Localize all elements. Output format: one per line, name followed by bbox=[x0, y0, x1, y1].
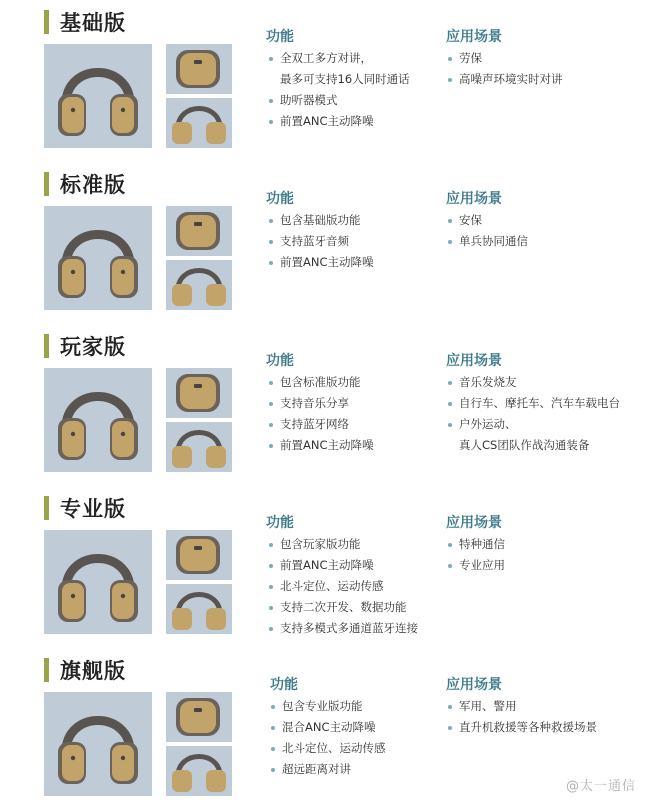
features-list bbox=[268, 534, 438, 639]
watermark-text: @太一通信 bbox=[565, 779, 636, 794]
feature-item: 前置ANC主动降噪 bbox=[268, 435, 438, 456]
scenarios-heading: 应用场景 bbox=[446, 515, 502, 531]
scenarios-heading: 应用场景 bbox=[446, 677, 502, 693]
product-photo-main bbox=[44, 206, 152, 310]
feature-item: 支持音乐分享 bbox=[268, 393, 438, 414]
scenarios-heading: 应用场景 bbox=[446, 353, 502, 369]
features-heading: 功能 bbox=[266, 515, 294, 531]
scenario-item: 真人CS团队作战沟通装备 bbox=[459, 438, 590, 452]
title-accent-bar bbox=[44, 496, 49, 520]
tier-title: 基础版 bbox=[60, 11, 126, 35]
features-list bbox=[268, 210, 438, 273]
tier-section-4 bbox=[0, 490, 650, 650]
product-photo-main bbox=[44, 44, 152, 148]
feature-item: 混合ANC主动降噪 bbox=[270, 717, 440, 738]
feature-item: 前置ANC主动降噪 bbox=[268, 555, 438, 576]
feature-item: 前置ANC主动降噪 bbox=[268, 111, 438, 132]
feature-item: 包含标准版功能 bbox=[268, 372, 438, 393]
product-photo-main bbox=[44, 368, 152, 472]
features-heading: 功能 bbox=[266, 353, 294, 369]
product-photo-detail-2 bbox=[166, 422, 232, 472]
feature-item: 前置ANC主动降噪 bbox=[268, 252, 438, 273]
product-photo-main bbox=[44, 692, 152, 796]
feature-item: 全双工多方对讲， bbox=[268, 48, 438, 69]
scenarios-list bbox=[447, 372, 647, 456]
tier-title: 旗舰版 bbox=[60, 659, 126, 683]
tier-title: 玩家版 bbox=[60, 335, 126, 359]
features-heading: 功能 bbox=[270, 677, 298, 693]
scenario-item: 户外运动、 bbox=[447, 414, 647, 435]
product-photo-detail-1 bbox=[166, 530, 232, 580]
feature-item: 超远距离对讲 bbox=[270, 759, 440, 780]
features-list bbox=[268, 372, 438, 456]
tier-title: 专业版 bbox=[60, 497, 126, 521]
features-list bbox=[268, 48, 438, 132]
product-photo-detail-2 bbox=[166, 584, 232, 634]
feature-item: 包含玩家版功能 bbox=[268, 534, 438, 555]
tier-section-3 bbox=[0, 328, 650, 488]
feature-item: 最多可支持16人同时通话 bbox=[280, 72, 410, 86]
title-accent-bar bbox=[44, 172, 49, 196]
scenario-item: 自行车、摩托车、汽车车载电台 bbox=[447, 393, 647, 414]
feature-item: 支持蓝牙音频 bbox=[268, 231, 438, 252]
feature-item: 北斗定位、运动传感 bbox=[270, 738, 440, 759]
scenarios-heading: 应用场景 bbox=[446, 29, 502, 45]
scenario-item: 专业应用 bbox=[447, 555, 647, 576]
scenario-item: 特种通信 bbox=[447, 534, 647, 555]
product-photo-detail-1 bbox=[166, 206, 232, 256]
feature-item: 支持二次开发、数据功能 bbox=[268, 597, 438, 618]
product-photo-detail-1 bbox=[166, 44, 232, 94]
product-photo-detail-1 bbox=[166, 692, 232, 742]
product-photo-main bbox=[44, 530, 152, 634]
feature-item: 北斗定位、运动传感 bbox=[268, 576, 438, 597]
feature-item: 支持多模式多通道蓝牙连接 bbox=[268, 618, 438, 639]
tier-section-2 bbox=[0, 166, 650, 326]
scenarios-list bbox=[447, 210, 647, 252]
tier-section-5 bbox=[0, 652, 650, 812]
product-photo-detail-2 bbox=[166, 746, 232, 796]
scenario-item: 劳保 bbox=[447, 48, 647, 69]
product-photo-detail-1 bbox=[166, 368, 232, 418]
scenario-item: 直升机救援等各种救援场景 bbox=[447, 717, 647, 738]
scenarios-list bbox=[447, 48, 647, 90]
product-photo-detail-2 bbox=[166, 260, 232, 310]
features-list bbox=[270, 696, 440, 780]
title-accent-bar bbox=[44, 334, 49, 358]
scenario-item: 安保 bbox=[447, 210, 647, 231]
feature-item: 支持蓝牙网络 bbox=[268, 414, 438, 435]
watermark bbox=[566, 775, 636, 794]
feature-item: 助听器模式 bbox=[268, 90, 438, 111]
scenario-item: 军用、警用 bbox=[447, 696, 647, 717]
feature-item: 包含专业版功能 bbox=[270, 696, 440, 717]
title-accent-bar bbox=[44, 658, 49, 682]
scenario-item: 音乐发烧友 bbox=[447, 372, 647, 393]
scenarios-list bbox=[447, 696, 647, 738]
tier-section-1 bbox=[0, 4, 650, 164]
features-heading: 功能 bbox=[266, 29, 294, 45]
title-accent-bar bbox=[44, 10, 49, 34]
scenario-item: 单兵协同通信 bbox=[447, 231, 647, 252]
product-photo-detail-2 bbox=[166, 98, 232, 148]
scenarios-list bbox=[447, 534, 647, 576]
scenarios-heading: 应用场景 bbox=[446, 191, 502, 207]
tier-title: 标准版 bbox=[60, 173, 126, 197]
feature-item: 包含基础版功能 bbox=[268, 210, 438, 231]
features-heading: 功能 bbox=[266, 191, 294, 207]
scenario-item: 高噪声环境实时对讲 bbox=[447, 69, 647, 90]
